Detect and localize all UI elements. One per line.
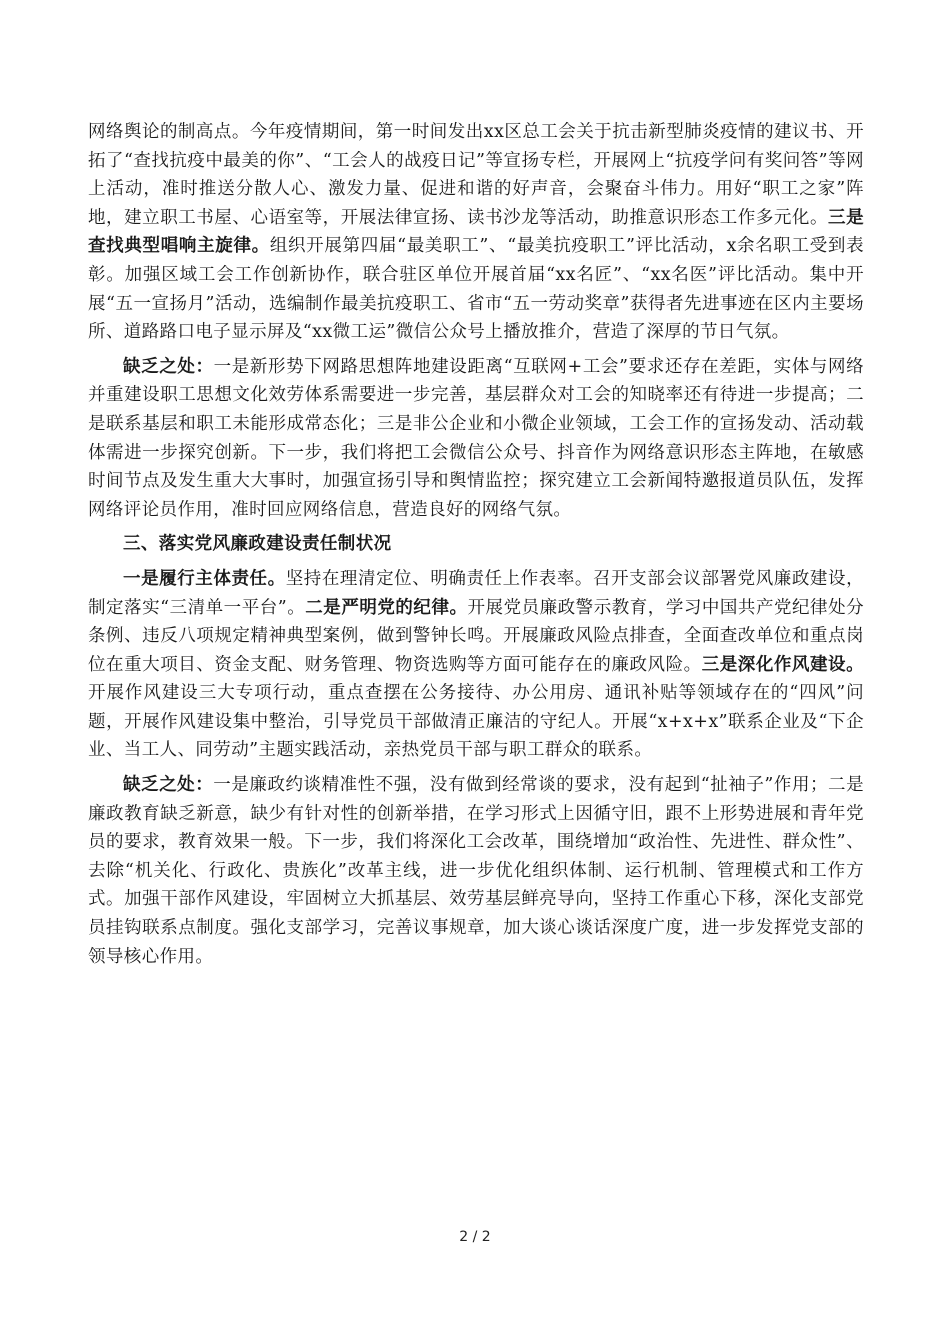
bold-lead-work-style: 三是深化作风建设。 bbox=[701, 654, 864, 675]
page-number: 2 / 2 bbox=[459, 1229, 491, 1245]
bold-lead-shortcomings-2: 缺乏之处： bbox=[123, 775, 214, 796]
bold-lead-main-responsibility: 一是履行主体责任。 bbox=[123, 568, 286, 589]
bold-lead-discipline: 二是严明党的纪律。 bbox=[305, 597, 468, 618]
paragraph-network-opinion: 网络舆论的制高点。今年疫情期间，第一时间发出xx区总工会关于抗击新型肺炎疫情的建议书、开拓了“查找抗疫中最美的你”、“工会人的战疫日记”等宣扬专栏，开展网上“抗疫学问有奖问答”等网上活动，准时推送分散人心、激发力量、促进和谐的好声音，会聚奋斗伟力。用好“职工之家”阵地，建立职工书屋、心语室等，开展法律宣扬、读书沙龙等活动，助推意识形态工作多元化。三是查找典型唱响主旋律。组织开展第四届“最美职工”、“最美抗疫职工”评比活动，x余名职工受到表彰。加强区域工会工作创新协作，联合驻区单位开展首届“xx名匠”、“xx名医”评比活动。集中开展“五一宣扬月”活动，选编制作最美抗疫职工、省市“五一劳动奖章”获得者先进事迹在区内主要场所、道路路口电子显示屏及“xx微工运”微信公众号上播放推介，营造了深厚的节日气氛。 bbox=[88, 122, 865, 343]
section-heading-3: 三、落实党风廉政建设责任制状况 bbox=[123, 534, 392, 555]
paragraph-party-conduct: 一是履行主体责任。坚持在理清定位、明确责任上作表率。召开支部会议部署党风廉政建设，制定落实“三清单一平台”。二是严明党的纪律。开展党员廉政警示教育，学习中国共产党纪律处分条例、违反八项规定精神典型案例，做到警钟长鸣。开展廉政风险点排查，全面查改单位和重点岗位在重大项目、资金支配、财务管理、物资选购等方面可能存在的廉政风险。三是深化作风建设。开展作风建设三大专项行动，重点查摆在公务接待、办公用房、通讯补贴等领域存在的“四风”问题，开展作风建设集中整治，引导党员干部做清正廉洁的守纪人。开展“x+x+x”联系企业及“下企业、当工人、同劳动”主题实践活动，亲热党员干部与职工群众的联系。 bbox=[88, 568, 864, 761]
bold-lead-typical-example: 三是查找典型唱响主旋律。 bbox=[88, 207, 864, 257]
document-body bbox=[88, 118, 864, 971]
bold-lead-shortcomings: 缺乏之处： bbox=[123, 356, 214, 377]
paragraph-shortcomings-integrity: 缺乏之处：一是廉政约谈精准性不强，没有做到经常谈的要求，没有起到“扯袖子”作用；二是廉政教育缺乏新意，缺少有针对性的创新举措，在学习形式上因循守旧，跟不上形势进展和青年党员的要求，教育效果一般。下一步，我们将深化工会改革，围绕增加“政治性、先进性、群众性”、去除“机关化、行政化、贵族化”改革主线，进一步优化组织体制、运行机制、管理模式和工作方式。加强干部作风建设，牢固树立大抓基层、效劳基层鲜亮导向，坚持工作重心下移，深化支部党员挂钩联系点制度。强化支部学习，完善议事规章，加大谈心谈话深度广度，进一步发挥党支部的领导核心作用。 bbox=[88, 775, 865, 967]
paragraph-shortcomings-network: 缺乏之处：一是新形势下网路思想阵地建设距离“互联网+工会”要求还存在差距，实体与网络并重建设职工思想文化效劳体系需要进一步完善，基层群众对工会的知晓率还有待进一步提高；二是联系基层和职工未能形成常态化；三是非公企业和小微企业领域，工会工作的宣扬发动、活动载体需进一步探究创新。下一步，我们将把工会微信公众号、抖音作为网络意识形态主阵地，在敏感时间节点及发生重大大事时，加强宣扬引导和舆情监控；探究建立工会新闻特邀报道员队伍，发挥网络评论员作用，准时回应网络信息，营造良好的网络气氛。 bbox=[88, 356, 865, 520]
